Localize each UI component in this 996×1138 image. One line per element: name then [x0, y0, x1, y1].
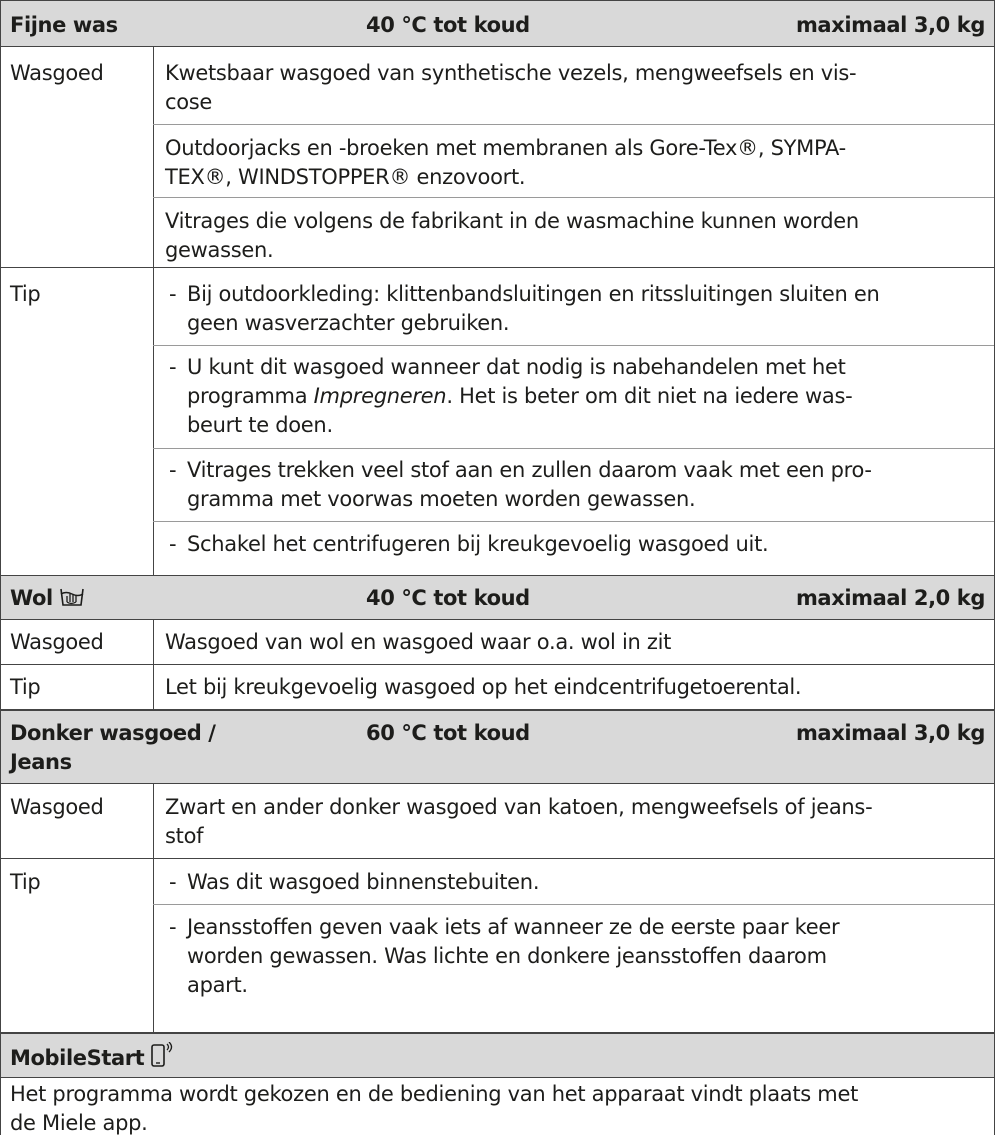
- text-line: TEX®, WINDSTOPPER® enzovoort.: [165, 165, 526, 189]
- text-line: stof: [165, 824, 204, 848]
- program-name: Wol: [10, 586, 53, 610]
- divider: [153, 448, 994, 449]
- text-line: Vitrages die volgens de fabrikant in de wasmachine kunnen worden: [165, 209, 859, 233]
- text-line: [187, 382, 986, 411]
- text-line: Let bij kreukgevoelig wasgoed op het eindcentrifugetoerental.: [165, 675, 802, 699]
- column-divider: [153, 620, 154, 664]
- column-divider: [153, 268, 154, 575]
- tip-row: [0, 665, 995, 710]
- text-line: de Miele app.: [10, 1111, 148, 1135]
- text-line: apart.: [187, 973, 248, 997]
- mobilestart-description-row: [0, 1078, 995, 1135]
- text-line: Zwart en ander donker wasgoed van katoen, mengweefsels of jeans-: [165, 795, 873, 819]
- list-bullet: -: [169, 282, 177, 306]
- text-line: Wasgoed van wol en wasgoed waar o.a. wol in zit: [165, 630, 672, 654]
- program-name: [10, 719, 216, 777]
- text-line: gewassen.: [165, 238, 274, 262]
- list-bullet: -: [169, 532, 177, 556]
- program-header-donker-wasgoed: [0, 710, 995, 784]
- text-line: geen wasverzachter gebruiken.: [187, 311, 510, 335]
- wasgoed-row: [0, 620, 995, 665]
- program-max-load: maximaal 2,0 kg: [795, 586, 985, 610]
- text-line: Jeans: [10, 750, 72, 774]
- list-bullet: -: [169, 458, 177, 482]
- program-header-wol: [0, 575, 995, 620]
- divider: [153, 521, 994, 522]
- smartphone-signal-icon: [150, 1042, 174, 1076]
- wasgoed-row: [0, 47, 995, 268]
- text-line: Kwetsbaar wasgoed van synthetische vezels, mengweefsels en vis-: [165, 61, 857, 85]
- text-run: programma: [187, 384, 308, 408]
- text-line: Donker wasgoed /: [10, 721, 216, 745]
- divider: [153, 124, 994, 125]
- text-line: Vitrages trekken veel stof aan en zullen daarom vaak met een pro-: [187, 458, 872, 482]
- tip-text: [187, 530, 986, 559]
- list-bullet: -: [169, 915, 177, 939]
- text-line: cose: [165, 90, 213, 114]
- program-temperature: 60 °C tot koud: [366, 721, 530, 745]
- text-line: Jeansstoffen geven vaak iets af wanneer ze de eerste paar keer: [187, 915, 840, 939]
- tip-row: [0, 859, 995, 1033]
- text-line: Was dit wasgoed binnenstebuiten.: [187, 870, 540, 894]
- tip-text: [187, 868, 986, 897]
- column-divider: [153, 665, 154, 709]
- wasgoed-paragraph: [165, 793, 986, 851]
- column-divider: [153, 859, 154, 1032]
- wasgoed-paragraph: [165, 134, 986, 192]
- divider: [153, 197, 994, 198]
- text-line: Schakel het centrifugeren bij kreukgevoelig wasgoed uit.: [187, 532, 769, 556]
- list-bullet: -: [169, 355, 177, 379]
- list-bullet: -: [169, 870, 177, 894]
- column-divider: [153, 784, 154, 858]
- program-name: Fijne was: [10, 13, 118, 37]
- divider: [153, 345, 994, 346]
- program-reference: Impregneren: [313, 384, 447, 408]
- program-max-load: maximaal 3,0 kg: [795, 721, 985, 745]
- row-label: Wasgoed: [10, 630, 104, 654]
- text-line: Bij outdoorkleding: klittenbandsluitingen en ritssluitingen sluiten en: [187, 282, 880, 306]
- text-run: . Het is beter om dit niet na iedere was-: [446, 384, 853, 408]
- divider: [153, 904, 994, 905]
- mobilestart-description: [10, 1080, 986, 1138]
- row-label: Tip: [10, 870, 41, 894]
- text-line: U kunt dit wasgoed wanneer dat nodig is nabehandelen met het: [187, 355, 846, 379]
- tip-text: [187, 456, 986, 514]
- program-name: MobileStart: [10, 1046, 145, 1070]
- row-label: Wasgoed: [10, 795, 104, 819]
- column-divider: [153, 47, 154, 267]
- wool-handwash-icon: [59, 586, 85, 616]
- program-max-load: maximaal 3,0 kg: [795, 13, 985, 37]
- program-temperature: 40 °C tot koud: [366, 13, 530, 37]
- tip-row: [0, 268, 995, 576]
- program-name-group: [10, 1042, 174, 1076]
- wasgoed-row: [0, 784, 995, 859]
- wasgoed-paragraph: [165, 59, 986, 117]
- text-line: beurt te doen.: [187, 413, 333, 437]
- row-label: Tip: [10, 282, 41, 306]
- program-header-fijne-was: [0, 0, 995, 47]
- tip-text: [187, 913, 986, 1000]
- text-line: gramma met voorwas moeten worden gewassen.: [187, 487, 696, 511]
- tip-text: [187, 280, 986, 338]
- text-line: Outdoorjacks en -broeken met membranen als Gore-Tex®, SYMPA-: [165, 136, 846, 160]
- text-line: Het programma wordt gekozen en de bediening van het apparaat vindt plaats met: [10, 1082, 859, 1106]
- row-label: Tip: [10, 675, 41, 699]
- program-temperature: 40 °C tot koud: [366, 586, 530, 610]
- wasgoed-paragraph: [165, 207, 986, 265]
- program-name-group: [10, 584, 85, 616]
- program-header-mobilestart: [0, 1033, 995, 1078]
- text-line: worden gewassen. Was lichte en donkere jeansstoffen daarom: [187, 944, 827, 968]
- tip-text: [187, 353, 986, 440]
- row-label: Wasgoed: [10, 61, 104, 85]
